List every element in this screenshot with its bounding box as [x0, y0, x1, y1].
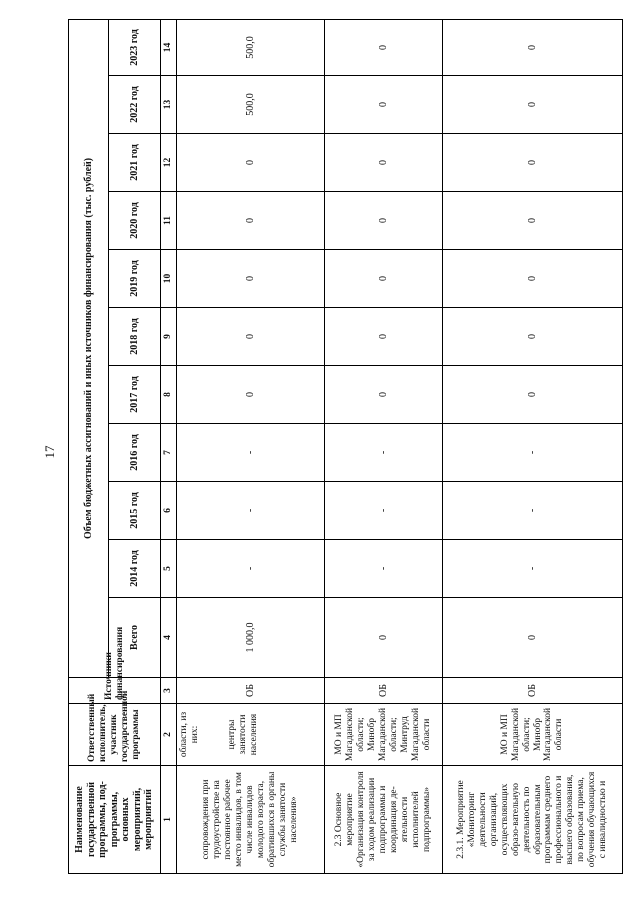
row-source: ОБ: [177, 678, 325, 704]
column-number: 9: [161, 308, 177, 366]
header-name: Наименование государственной программы, под-программы, основных мероприятий, мероприятий: [69, 766, 161, 874]
table-row: [443, 19, 623, 873]
column-number: 7: [161, 424, 177, 482]
row-year-value: -: [443, 424, 623, 482]
row-year-value: -: [325, 424, 443, 482]
row-year-value: 0: [177, 250, 325, 308]
column-number: 11: [161, 192, 177, 250]
row-year-value: 0: [443, 76, 623, 134]
row-year-value: 0: [443, 19, 623, 75]
row-responsible: [177, 704, 325, 766]
row-year-value: 0: [177, 134, 325, 192]
column-number: 14: [161, 19, 177, 75]
column-number: 1: [161, 766, 177, 874]
row-year-value: 500,0: [177, 76, 325, 134]
column-number: 12: [161, 134, 177, 192]
row-year-value: 0: [325, 192, 443, 250]
header-year: 2023 год: [109, 19, 161, 75]
row-year-value: -: [177, 540, 325, 598]
header-source: Источники финансирования: [69, 678, 161, 704]
budget-table-wrapper: [68, 22, 622, 874]
page-number: 17: [42, 445, 57, 459]
row-year-value: 500,0: [177, 19, 325, 75]
column-number: 4: [161, 598, 177, 678]
row-year-value: 0: [443, 308, 623, 366]
row-year-value: 0: [177, 308, 325, 366]
row-year-value: -: [325, 540, 443, 598]
column-number: 3: [161, 678, 177, 704]
row-name: 2.3.1. Мероприятие «Мониторинг деятельности организаций, осуществляющих образо-вательную деятельность по образовательным программам среднего профессионального и высшего образования, по вопросам приема, обучения обучающихся с инвалидностью и: [443, 766, 623, 874]
row-year-value: 0: [443, 366, 623, 424]
header-year: 2021 год: [109, 134, 161, 192]
row-total: 0: [325, 598, 443, 678]
column-number: 10: [161, 250, 177, 308]
header-year: 2016 год: [109, 424, 161, 482]
row-year-value: 0: [325, 19, 443, 75]
table-row: [177, 19, 325, 873]
header-volume: Объем бюджетных ассигнований и иных источников финансирования (тыс. рублей): [69, 19, 109, 677]
header-year: 2015 год: [109, 482, 161, 540]
header-year: 2018 год: [109, 308, 161, 366]
column-number: 13: [161, 76, 177, 134]
table-row: [325, 19, 443, 873]
row-responsible-main: МО и МП Магаданской области; Минобр Магаданской области; Минтруд Магаданской области: [325, 704, 443, 766]
column-number: 6: [161, 482, 177, 540]
row-year-value: -: [443, 482, 623, 540]
header-year: 2014 год: [109, 540, 161, 598]
row-year-value: -: [177, 482, 325, 540]
row-source: ОБ: [325, 678, 443, 704]
row-year-value: 0: [443, 134, 623, 192]
row-total: 1 000,0: [177, 598, 325, 678]
row-year-value: -: [177, 424, 325, 482]
header-total: Всего: [109, 598, 161, 678]
row-responsible-main: центры занятости населения: [226, 713, 259, 756]
row-year-value: 0: [325, 250, 443, 308]
row-year-value: -: [325, 482, 443, 540]
header-year: 2022 год: [109, 76, 161, 134]
row-name: сопровождения при трудоустройстве на постоянное рабочее место инвалидов, в том числе инвалидов молодого возраста, обратившихся в органы службы занятости населения»: [177, 766, 325, 874]
row-source: ОБ: [443, 678, 623, 704]
row-year-value: 0: [325, 76, 443, 134]
header-year: 2019 год: [109, 250, 161, 308]
budget-table: [68, 19, 623, 874]
row-year-value: 0: [325, 134, 443, 192]
row-responsible-main: МО и МП Магаданской области; Минобр Магаданской области: [443, 704, 623, 766]
row-year-value: 0: [443, 250, 623, 308]
row-year-value: 0: [443, 192, 623, 250]
column-number: 2: [161, 704, 177, 766]
row-name: 2.3 Основное мероприятие «Организация контроля за ходом реализации подпрограммы и координация де-ятельности исполнителей подпрограммы»: [325, 766, 443, 874]
row-year-value: 0: [325, 308, 443, 366]
column-number: 8: [161, 366, 177, 424]
header-year: 2017 год: [109, 366, 161, 424]
header-year: 2020 год: [109, 192, 161, 250]
row-year-value: 0: [325, 366, 443, 424]
row-year-value: 0: [177, 366, 325, 424]
header-responsible: Ответственный исполнитель, участник государственной программы: [69, 704, 161, 766]
row-year-value: 0: [177, 192, 325, 250]
column-number: 5: [161, 540, 177, 598]
row-responsible-top: области, из них:: [179, 711, 200, 758]
row-total: 0: [443, 598, 623, 678]
row-year-value: -: [443, 540, 623, 598]
